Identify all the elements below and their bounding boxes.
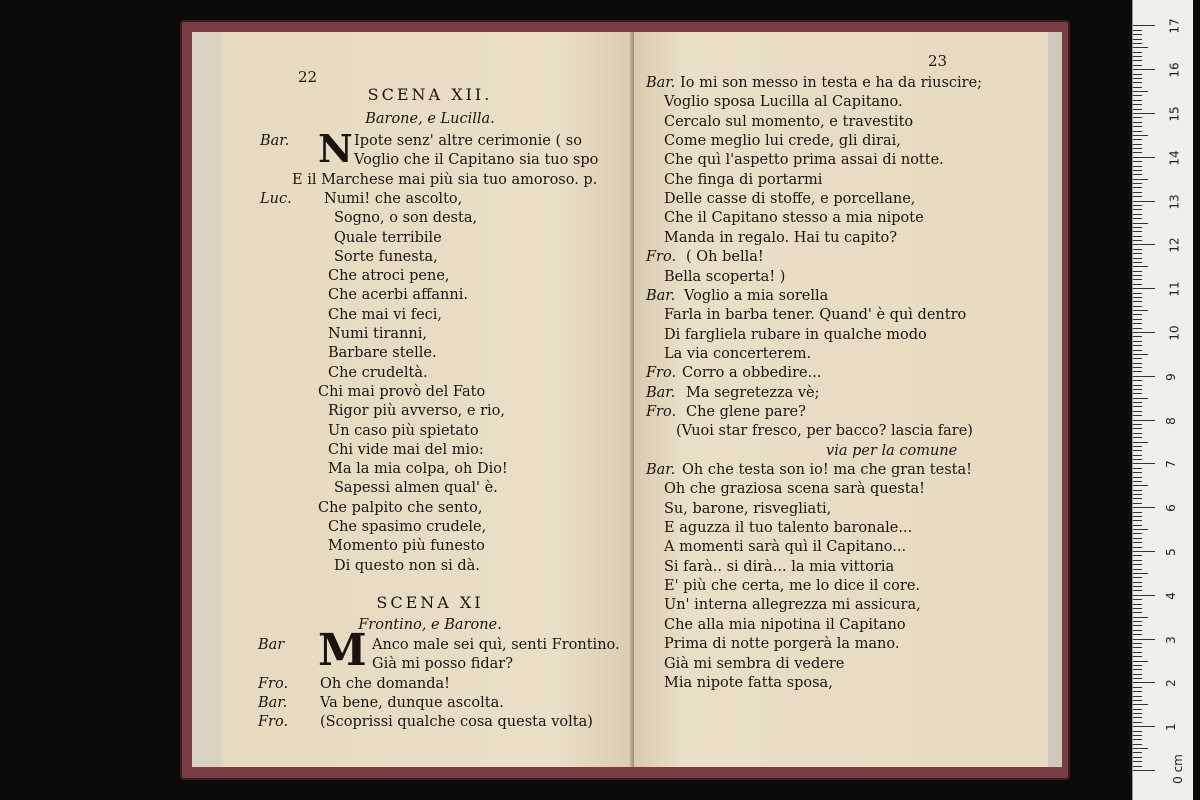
ruler-tick [1133,687,1142,688]
text-line: Ipote senz' altre cerimonie ( so [354,133,582,149]
ruler-tick [1133,354,1148,355]
text-line: Bella scoperta! ) [664,268,786,285]
ruler-tick [1133,735,1142,736]
ruler-tick [1133,577,1142,578]
ruler-tick [1133,113,1155,114]
ruler-tick [1133,551,1155,552]
drop-cap: N [318,126,353,171]
ruler-tick [1133,709,1142,710]
text-line: Ma la mia colpa, oh Dio! [328,461,508,478]
ruler-tick [1133,314,1142,315]
ruler-tick [1133,713,1142,714]
ruler-tick [1133,420,1155,421]
ruler-tick [1133,586,1142,587]
speaker-label: Fro. [646,403,677,420]
text-line: Anco male sei quì, senti Frontino. [372,637,620,653]
ruler-tick [1133,678,1142,679]
ruler-tick [1133,498,1142,499]
text-line: Che mai vi feci, [328,306,443,323]
ruler-tick [1133,446,1142,447]
ruler-number: 6 [1163,504,1178,513]
ruler-tick [1133,744,1142,745]
ruler-tick [1133,389,1142,390]
ruler-tick [1133,336,1142,337]
ruler-tick [1133,639,1155,640]
ruler-tick [1133,262,1142,263]
ruler-tick [1133,621,1142,622]
ruler-tick [1133,411,1142,412]
text-line: Come meglio lui crede, gli dirai, [664,133,901,150]
ruler-tick [1133,468,1142,469]
ruler-tick [1133,65,1142,66]
ruler-tick [1133,227,1142,228]
ruler-tick [1133,201,1155,202]
ruler-tick [1133,529,1148,530]
text-line: Io mi son messo in testa e ha da riuscire; [680,75,983,91]
ruler-number: 5 [1163,548,1178,556]
ruler-tick [1133,757,1142,758]
ruler-tick [1133,367,1142,368]
ruler-tick [1133,560,1142,561]
ruler-tick [1133,752,1142,753]
text-line: Prima di notte porgerà la mano. [664,636,900,653]
ruler-tick [1133,288,1155,289]
text-line: Che palpito che sento, [318,499,483,516]
ruler-tick [1133,104,1142,105]
ruler-number: 4 [1163,591,1178,600]
ruler-tick [1133,507,1155,508]
ruler-number: 1 [1163,723,1178,732]
ruler-tick [1133,525,1142,526]
page-number: 22 [298,68,318,86]
ruler-tick [1133,643,1142,644]
ruler-tick [1133,39,1142,40]
speaker-label: Fro. [258,675,289,692]
page-number: 23 [928,52,948,70]
ruler-tick [1133,682,1155,683]
ruler-tick [1133,704,1148,705]
ruler-tick [1133,595,1155,596]
text-line: A momenti sarà quì il Capitano... [664,539,907,556]
text-line: Momento più funesto [328,538,485,555]
ruler-tick [1133,148,1142,149]
ruler-tick [1133,332,1155,333]
ruler-number: 16 [1167,62,1182,78]
speaker-label: Fro. [258,714,289,731]
text-line: Barbare stelle. [328,345,437,362]
ruler-tick [1133,700,1142,701]
ruler-tick [1133,271,1142,272]
ruler-tick [1133,56,1142,57]
ruler-tick [1133,82,1142,83]
ruler-tick [1133,459,1142,460]
ruler-tick [1133,665,1142,666]
ruler-tick [1133,310,1148,311]
speaker-label: Luc. [260,190,292,207]
ruler-tick [1133,450,1142,451]
ruler-tick [1133,512,1142,513]
ruler-tick [1133,161,1142,162]
text-line: Farla in barba tener. Quand' è quì dentro [664,307,967,324]
ruler-number: 8 [1163,416,1178,425]
ruler-tick [1133,722,1142,723]
ruler-tick [1133,503,1142,504]
ruler-tick [1133,573,1148,574]
ruler-tick [1133,244,1155,245]
text-line: Mia nipote fatta sposa, [664,674,833,691]
speaker-label: Bar. [646,384,676,401]
ruler-tick [1133,376,1155,377]
text-line: Si farà.. si dirà... la mia vittoria [664,558,895,575]
text-line: La via concerterem. [664,345,812,362]
ruler-tick [1133,174,1142,175]
text-line: E il Marchese mai più sia tuo amoroso. p. [292,171,598,188]
ruler-tick [1133,481,1142,482]
speaker-label: Bar [258,637,285,653]
right-page [634,32,1048,767]
ruler-tick [1133,319,1142,320]
speaker-label: Bar. [646,75,676,91]
ruler-tick [1133,630,1142,631]
ruler-number: 2 [1163,679,1178,688]
ruler-number: 7 [1163,460,1178,469]
text-line: Che spasimo crudele, [328,519,487,535]
text-line: Delle casse di stoffe, e porcellane, [664,191,916,208]
ruler-tick [1133,656,1142,657]
text-line: Manda in regalo. Hai tu capito? [664,229,898,246]
ruler-tick [1133,415,1142,416]
ruler-tick [1133,520,1142,521]
ruler-tick [1133,358,1142,359]
text-line: Già mi posso fidar? [372,656,514,673]
ruler-tick [1133,691,1142,692]
text-line: Un caso più spietato [328,422,479,439]
text-line: Sorte funesta, [334,248,438,265]
ruler-tick [1133,617,1148,618]
ruler-tick [1133,542,1142,543]
text-line: E aguzza il tuo talento baronale... [664,520,913,537]
ruler-tick [1133,533,1142,534]
ruler-tick [1133,187,1142,188]
ruler-tick [1133,30,1142,31]
ruler-tick [1133,122,1142,123]
ruler-number: 17 [1167,18,1182,35]
text-line: Voglio a mia sorella [684,287,829,304]
ruler-tick [1133,590,1142,591]
text-line: E' più che certa, me lo dice il core. [664,578,921,595]
ruler-tick [1133,205,1142,206]
text-line: Che quì l'aspetto prima assai di notte. [664,152,944,169]
ruler-tick [1133,87,1142,88]
ruler-tick [1133,612,1142,613]
ruler-tick [1133,293,1142,294]
ruler-tick [1133,569,1142,570]
ruler-tick [1133,766,1142,767]
text-line: Che crudeltà. [328,364,428,381]
ruler-tick [1133,139,1142,140]
ruler-tick [1133,485,1148,486]
ruler-tick [1133,761,1142,762]
text-line: Di questo non si dà. [334,557,480,574]
ruler-tick [1133,647,1142,648]
text-line: Già mi sembra di vedere [664,655,845,672]
speaker-label: Bar. [260,133,290,149]
drop-cap: M [318,625,367,676]
speaker-label: Bar. [646,462,676,478]
text-line: Sogno, o son desta, [334,210,478,227]
ruler-tick [1133,279,1142,280]
ruler-tick [1133,192,1142,193]
ruler-tick [1133,253,1142,254]
ruler-tick [1133,341,1142,342]
ruler-tick [1133,739,1142,740]
ruler-number: 13 [1167,193,1182,210]
ruler-tick [1133,564,1142,565]
ruler-tick [1133,275,1142,276]
ruler-tick [1133,406,1142,407]
ruler-tick [1133,297,1142,298]
ruler-tick [1133,43,1142,44]
ruler-number: 14 [1167,150,1182,166]
ruler-tick [1133,385,1142,386]
ruler-tick [1133,240,1142,241]
ruler-tick [1133,144,1142,145]
ruler-tick [1133,608,1142,609]
ruler-tick [1133,731,1142,732]
ruler-tick [1133,179,1148,180]
scene-heading-xi: SCENA XI [376,593,484,612]
ruler-number: 12 [1167,237,1182,254]
ruler-tick [1133,60,1142,61]
ruler-tick [1133,652,1142,653]
speaker-label: Fro. [646,365,677,382]
ruler-tick [1133,170,1142,171]
speaker-label: Bar. [646,287,676,304]
ruler-tick [1133,538,1142,539]
ruler-tick [1133,196,1142,197]
ruler-number: 9 [1163,372,1178,381]
ruler-tick [1133,599,1142,600]
text-line: Che alla mia nipotina il Capitano [664,616,906,633]
ruler-tick [1133,131,1142,132]
ruler-tick [1133,166,1142,167]
ruler-number: 15 [1167,106,1182,122]
ruler-tick [1133,91,1148,92]
text-line: Sapessi almen qual' è. [334,480,498,497]
ruler-tick [1133,236,1142,237]
text-line: Che acerbi affanni. [328,287,468,304]
text-line: Che glene pare? [686,403,806,420]
text-line: Voglio sposa Lucilla al Capitano. [664,94,903,111]
text-line: Cercalo sul momento, e travestito [664,113,914,130]
left-page [222,32,638,767]
ruler-tick [1133,424,1142,425]
ruler-tick [1133,157,1155,158]
ruler-tick [1133,109,1142,110]
ruler-tick [1133,463,1155,464]
measuring-ruler [1132,0,1193,800]
ruler-number: 11 [1167,281,1182,297]
ruler-tick [1133,477,1142,478]
ruler-tick [1133,183,1142,184]
text-line: Voglio che il Capitano sia tuo spo [354,152,599,169]
text-line: Chi vide mai del mio: [328,441,484,458]
ruler-tick [1133,231,1142,232]
ruler-tick [1133,74,1142,75]
ruler-tick [1133,363,1142,364]
ruler-number: 10 [1167,325,1182,341]
text-line: Su, barone, risvegliati, [664,500,832,517]
ruler-tick [1133,258,1142,259]
ruler-tick [1133,604,1142,605]
ruler-tick [1133,433,1142,434]
ruler-tick [1133,350,1142,351]
text-line: Che atroci pene, [328,268,450,285]
ruler-tick [1133,547,1142,548]
ruler-tick [1133,345,1142,346]
ruler-tick [1133,442,1148,443]
text-line: Oh che graziosa scena sarà questa! [664,481,925,498]
ruler-tick [1133,218,1142,219]
ruler-tick [1133,328,1142,329]
ruler-tick [1133,393,1142,394]
ruler-tick [1133,100,1142,101]
ruler-tick [1133,625,1142,626]
text-line: (Scoprissi qualche cosa questa volta) [320,714,593,731]
ruler-tick [1133,126,1142,127]
text-line: Va bene, dunque ascolta. [320,694,504,711]
ruler-tick [1133,437,1142,438]
ruler-tick [1133,209,1142,210]
scene-characters: Barone, e Lucilla. [365,111,495,127]
ruler-tick [1133,223,1148,224]
ruler-tick [1133,135,1148,136]
text-line: ( Oh bella! [686,249,764,266]
text-line: Un' interna allegrezza mi assicura, [664,597,921,614]
ruler-tick [1133,398,1148,399]
speaker-label: Fro. [646,249,677,266]
ruler-tick [1133,323,1142,324]
scene-heading: SCENA XII. [367,85,493,104]
ruler-tick [1133,726,1155,727]
ruler-tick [1133,696,1142,697]
ruler-tick [1133,371,1142,372]
ruler-tick [1133,380,1142,381]
ruler-tick [1133,78,1142,79]
text-line: Oh che domanda! [320,675,450,692]
ruler-tick [1133,455,1142,456]
ruler-tick [1133,748,1148,749]
ruler-tick [1133,402,1142,403]
ruler-tick [1133,717,1142,718]
ruler-tick [1133,770,1155,771]
text-line: Corro a obbedire... [682,365,822,382]
ruler-tick [1133,472,1142,473]
text-line: Che il Capitano stesso a mia nipote [664,210,924,227]
text-line: Di fargliela rubare in qualche modo [664,326,927,343]
ruler-tick [1133,516,1142,517]
text-line: Chi mai provò del Fato [318,383,486,400]
ruler-tick [1133,214,1142,215]
ruler-tick [1133,661,1148,662]
text-line: Ma segretezza vè; [686,384,820,401]
speaker-label: Bar. [258,694,288,711]
text-line: via per la comune [826,442,958,459]
ruler-tick [1133,428,1142,429]
ruler-tick [1133,306,1142,307]
scene-characters-xi: Frontino, e Barone. [358,617,502,633]
ruler-tick [1133,69,1155,70]
ruler-tick [1133,301,1142,302]
ruler-tick [1133,284,1142,285]
text-line: Oh che testa son io! ma che gran testa! [682,462,972,478]
text-line: Numi tiranni, [328,326,427,342]
ruler-tick [1133,152,1142,153]
ruler-tick [1133,634,1142,635]
text-line: Rigor più avverso, e rio, [328,403,506,420]
ruler-tick [1133,34,1142,35]
ruler-tick [1133,669,1142,670]
ruler-tick [1133,494,1142,495]
ruler-tick [1133,490,1142,491]
ruler-tick [1133,555,1142,556]
ruler-tick [1133,25,1155,26]
text-line: (Vuoi star fresco, per bacco? lascia fare) [676,423,973,440]
ruler-tick [1133,47,1148,48]
text-line: Numi! che ascolto, [324,190,463,207]
ruler-tick [1133,95,1142,96]
ruler-tick [1133,52,1142,53]
text-line: Che finga di portarmi [664,171,823,188]
ruler-tick [1133,249,1142,250]
ruler-tick [1133,582,1142,583]
ruler-tick [1133,266,1148,267]
ruler-tick [1133,117,1142,118]
ruler-unit: 0 cm [1170,754,1185,784]
ruler-number: 3 [1163,635,1178,644]
ruler-tick [1133,674,1142,675]
text-line: Quale terribile [334,229,442,246]
